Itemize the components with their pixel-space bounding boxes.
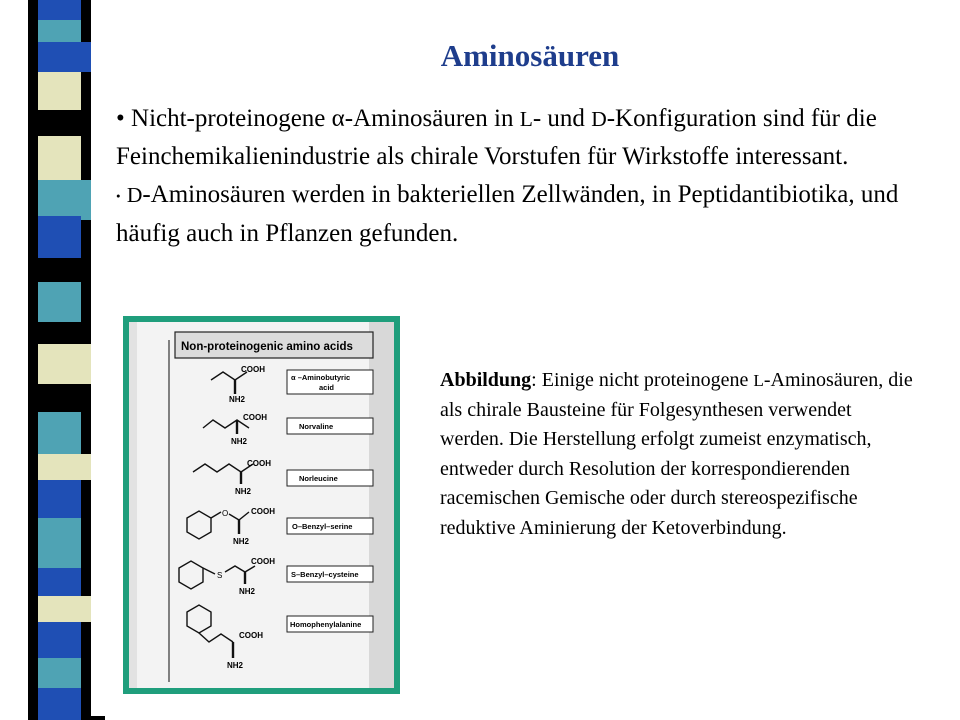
- compound-4: [187, 507, 373, 546]
- compound-1: [211, 365, 373, 404]
- figure-image: [129, 322, 394, 688]
- figure-caption: Abbildung: Einige nicht proteinogene L-Aminosäuren, die als chirale Bausteine für Folgesynthesen verwendet werden. Die Herstellung erfolgt zumeist enzymatisch, entweder durch Resolution der korrespondierenden racemischen Gemische oder durch stereospezifische reduktive Aminierung der Ketoverbindung.: [440, 369, 913, 539]
- compound-2-name: Norvaline: [299, 422, 334, 431]
- svg-text:COOH: COOH: [251, 557, 275, 566]
- svg-text:NH2: NH2: [235, 487, 252, 496]
- caption-label: Abbildung: [440, 369, 532, 391]
- compound-3: [193, 459, 373, 496]
- amino-acid-structures: [129, 322, 394, 688]
- svg-text:Non-proteinogenic amino acids: Non-proteinogenic amino acids: [181, 341, 353, 353]
- figure-frame: [123, 316, 400, 694]
- bullet-list: [116, 100, 946, 253]
- figure-header: [175, 332, 373, 358]
- slide-title: Aminosäuren: [440, 38, 620, 73]
- svg-text:NH2: NH2: [227, 661, 244, 670]
- alpha-symbol: α: [331, 105, 345, 132]
- compound-6-name: Homophenylalanine: [290, 620, 362, 629]
- svg-text:S: S: [217, 571, 223, 580]
- compound-6: [187, 605, 373, 670]
- svg-text:NH2: NH2: [229, 395, 246, 404]
- bullet-1: • Nicht-proteinogene α-Aminosäuren in L- und D-Konfiguration sind für die Feinchemikalienindustrie als chirale Vorstufen für Wirkstoffe interessant.: [116, 105, 877, 170]
- svg-text:COOH: COOH: [243, 413, 267, 422]
- compound-1-name: α –Aminobutyric: [291, 373, 351, 382]
- compound-2: [203, 413, 373, 446]
- bullet-1-symbol: •: [116, 105, 125, 132]
- decorative-stripe: [0, 0, 105, 720]
- bullet-2-symbol: •: [116, 188, 121, 204]
- compound-4-name: O–Benzyl–serine: [292, 522, 353, 531]
- svg-text:COOH: COOH: [247, 459, 271, 468]
- bullet-2: • D-Aminosäuren werden in bakteriellen Zellwänden, in Peptidantibiotika, und häufig auch in Pflanzen gefunden.: [116, 181, 899, 248]
- svg-text:acid: acid: [319, 383, 335, 392]
- svg-text:NH2: NH2: [239, 587, 256, 596]
- compound-5-name: S–Benzyl–cysteine: [291, 570, 359, 579]
- svg-text:COOH: COOH: [251, 507, 275, 516]
- svg-text:NH2: NH2: [231, 437, 248, 446]
- compound-5: [179, 557, 373, 596]
- compound-3-name: Norleucine: [299, 474, 338, 483]
- svg-text:COOH: COOH: [239, 631, 263, 640]
- svg-text:NH2: NH2: [233, 537, 250, 546]
- svg-text:O: O: [222, 509, 229, 518]
- svg-text:COOH: COOH: [241, 365, 265, 374]
